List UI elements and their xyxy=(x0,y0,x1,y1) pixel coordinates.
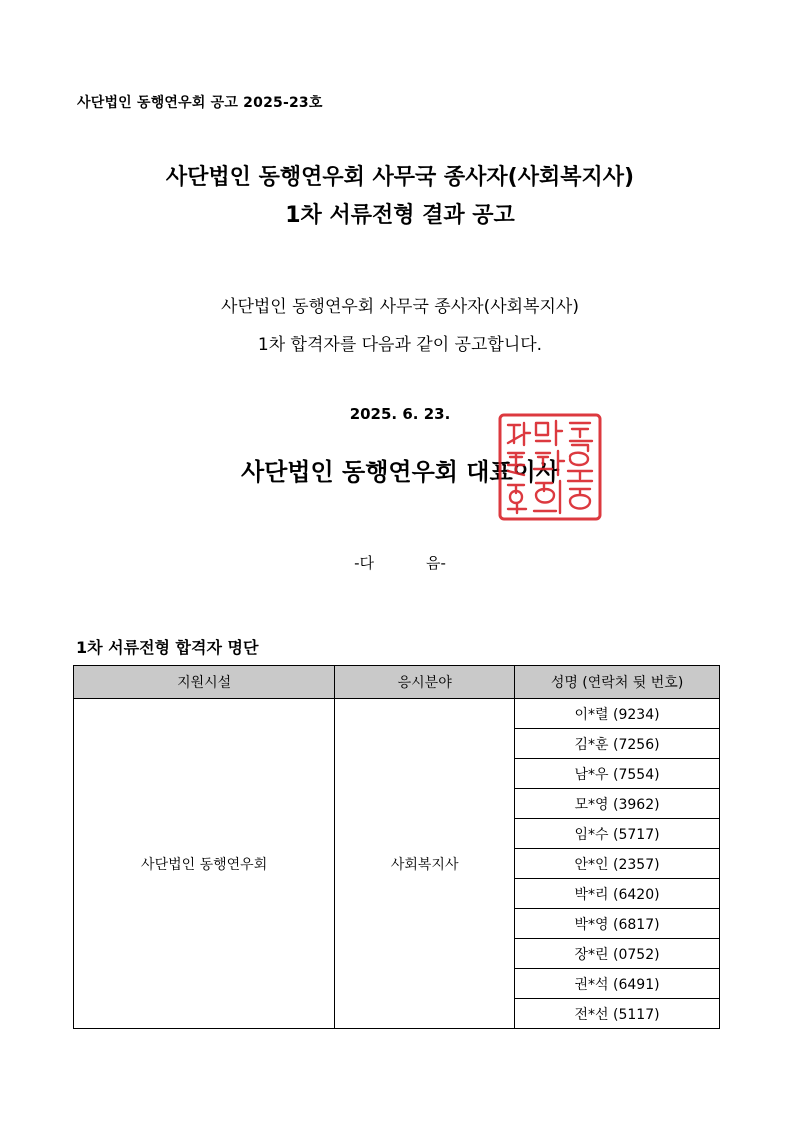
following-marker xyxy=(0,552,800,573)
table-row xyxy=(74,699,720,729)
roster-title: 1차 서류전형 합격자 명단 xyxy=(76,638,259,657)
name-cell: 권*석 (6491) xyxy=(515,969,720,999)
header-field: 응시분야 xyxy=(335,666,515,699)
name-cell: 김*훈 (7256) xyxy=(515,729,720,759)
facility-cell: 사단법인 동행연우회 xyxy=(74,699,335,1029)
table-header-row xyxy=(74,666,720,699)
announcement-date: 2025. 6. 23. xyxy=(349,405,451,423)
name-cell: 임*수 (5717) xyxy=(515,819,720,849)
document-title-line1: 사단법인 동행연우회 사무국 종사자(사회복지사) xyxy=(165,165,635,190)
name-cell: 박*리 (6420) xyxy=(515,879,720,909)
announcement-text-line1: 사단법인 동행연우회 사무국 종사자(사회복지사) xyxy=(221,297,579,317)
field-cell: 사회복지사 xyxy=(335,699,515,1029)
name-cell: 모*영 (3962) xyxy=(515,789,720,819)
name-cell: 안*인 (2357) xyxy=(515,849,720,879)
following-marker-left: -다 xyxy=(354,554,374,572)
passer-roster-table xyxy=(73,665,720,1029)
official-seal-stamp xyxy=(498,413,602,521)
notice-number: 사단법인 동행연우회 공고 2025-23호 xyxy=(77,95,323,111)
document-title-line2: 1차 서류전형 결과 공고 xyxy=(285,203,515,228)
name-cell: 전*선 (5117) xyxy=(515,999,720,1029)
name-cell: 장*린 (0752) xyxy=(515,939,720,969)
announcement-text-line2: 1차 합격자를 다음과 같이 공고합니다. xyxy=(257,335,543,355)
name-cell: 남*우 (7554) xyxy=(515,759,720,789)
header-facility: 지원시설 xyxy=(74,666,335,699)
name-cell: 박*영 (6817) xyxy=(515,909,720,939)
following-marker-right: 음- xyxy=(426,554,446,572)
name-cell: 이*렬 (9234) xyxy=(515,699,720,729)
header-name: 성명 (연락처 뒷 번호) xyxy=(515,666,720,699)
representative-signature: 사단법인 동행연우회 대표이사 xyxy=(240,458,560,486)
